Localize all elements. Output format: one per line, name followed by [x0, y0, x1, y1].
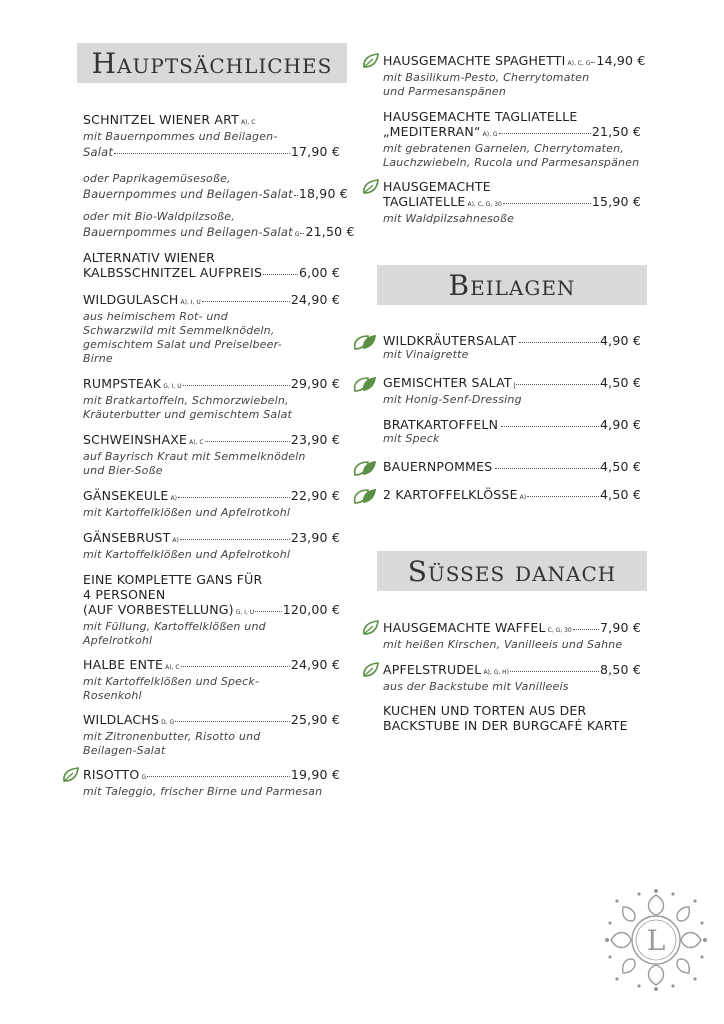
item-description: mit Zitronenbutter, Risotto und	[83, 730, 261, 743]
allergen-codes: G	[141, 774, 147, 781]
allergen-codes: C, G, 30	[547, 627, 572, 634]
item-price: 120,00 €	[282, 602, 340, 617]
menu-item-bratkartoffeln	[383, 417, 641, 446]
item-description: mit Kartoffelklößen und Speck-	[83, 675, 260, 688]
menu-item-apfelstrudel	[383, 662, 641, 694]
item-price: 19,90 €	[290, 767, 340, 782]
dot-leader	[503, 203, 591, 204]
menu-item-gaensebrust	[83, 530, 340, 562]
dot-leader	[573, 629, 599, 630]
logo-letter: L	[646, 924, 666, 957]
item-description: aus der Backstube mit Vanilleeis	[383, 680, 569, 693]
menu-item-variant-waldpilz	[83, 210, 355, 242]
dot-leader	[114, 153, 290, 154]
menu-item-rumpsteak	[83, 376, 340, 422]
dot-leader	[175, 721, 290, 722]
item-description: Kräuterbutter und gemischtem Salat	[83, 408, 293, 421]
item-description: aus heimischem Rot- und	[83, 310, 228, 323]
dessert-note	[383, 703, 673, 733]
item-price: 15,90 €	[591, 194, 641, 209]
dot-leader	[255, 611, 282, 612]
item-description: mit gebratenen Garnelen, Cherrytomaten,	[383, 142, 625, 155]
dot-leader	[516, 384, 599, 385]
item-price: 25,90 €	[290, 712, 340, 727]
item-name: BRATKARTOFFELN	[383, 417, 499, 432]
item-name: BAUERNPOMMES	[383, 459, 493, 474]
menu-item-wildkraeutersalat	[383, 333, 641, 362]
vegetarian-leaf-icon	[360, 661, 382, 679]
allergen-codes: G, I, U	[163, 383, 182, 390]
menu-item-kalbsschnitzel	[83, 250, 340, 280]
item-price: 24,90 €	[290, 657, 340, 672]
menu-item-schweinshaxe	[83, 432, 340, 478]
allergen-codes: A), C	[165, 664, 180, 671]
item-price: 21,50 €	[591, 124, 641, 139]
menu-item-kartoffelkloesse	[383, 487, 641, 505]
item-description: Apfelrotkohl	[83, 634, 153, 647]
dot-leader	[178, 497, 290, 498]
item-description: mit Bauernpommes und Beilagen-	[83, 130, 278, 143]
menu-item-bauernpommes	[383, 459, 641, 474]
item-name: 4 PERSONEN	[83, 587, 166, 602]
dot-leader	[263, 274, 298, 275]
dot-leader	[180, 539, 290, 540]
allergen-codes: A), I, U	[180, 299, 201, 306]
item-name: HAUSGEMACHTE SPAGHETTI	[383, 53, 566, 68]
item-price: 23,90 €	[290, 530, 340, 545]
section-heading-dessert: Süsses danach	[377, 551, 647, 591]
item-description: mit Taleggio, frischer Birne und Parmesan	[83, 785, 323, 798]
item-description: mit Speck	[383, 432, 440, 445]
item-description: Beilagen-Salat	[83, 744, 166, 757]
variant-description: Bauernpommes und Beilagen-Salat	[83, 187, 293, 201]
dot-leader	[205, 441, 290, 442]
item-price: 22,90 €	[290, 488, 340, 503]
item-price: 21,50 €	[305, 224, 355, 239]
vegetarian-leaf-icon	[360, 619, 382, 637]
allergen-codes: A)	[172, 537, 179, 544]
menu-item-wildgulasch	[83, 292, 340, 366]
variant-description: Bauernpommes und Beilagen-Salat	[83, 225, 293, 239]
note-line: BACKSTUBE IN DER BURGCAFÉ KARTE	[383, 718, 628, 733]
item-name: WILDLACHS	[83, 712, 160, 727]
item-name: TAGLIATELLE	[383, 194, 466, 209]
menu-item-halbe-ente	[83, 657, 340, 703]
item-description: mit Kartoffelklößen und Apfelrotkohl	[83, 506, 291, 519]
item-name: WILDGULASCH	[83, 292, 179, 307]
item-description: mit Füllung, Kartoffelklößen und	[83, 620, 266, 633]
menu-item-risotto	[83, 767, 340, 799]
item-price: 18,90 €	[298, 186, 348, 201]
item-description: Lauchzwiebeln, Rucola und Parmesanspänen	[383, 156, 640, 169]
item-price: 23,90 €	[290, 432, 340, 447]
item-name: RISOTTO	[83, 767, 140, 782]
menu-item-gemischter-salat	[383, 375, 641, 407]
allergen-codes: A)	[519, 494, 527, 501]
item-price: 8,50 €	[600, 662, 641, 677]
dot-leader	[501, 426, 599, 427]
variant-description: oder mit Bio-Waldpilzsoße,	[83, 210, 235, 223]
item-name: GÄNSEKEULE	[83, 488, 169, 503]
allergen-codes: A), C, G, 30	[467, 201, 502, 208]
menu-item-ganze-gans	[83, 572, 340, 648]
allergen-codes: G, I, U	[235, 609, 255, 616]
allergen-codes: A), G, H)	[483, 669, 510, 676]
dot-leader	[294, 195, 298, 196]
vegetarian-leaf-icon	[360, 178, 382, 196]
allergen-codes: A), C	[189, 439, 204, 446]
item-description: Salat	[83, 145, 114, 159]
item-description: mit Basilikum-Pesto, Cherrytomaten	[383, 71, 590, 84]
menu-item-wildlachs	[83, 712, 340, 758]
item-name: APFELSTRUDEL	[383, 662, 482, 677]
restaurant-logo-icon	[603, 887, 709, 993]
menu-item-spaghetti	[383, 53, 646, 99]
item-description: mit heißen Kirschen, Vanilleeis und Sahne	[383, 638, 623, 651]
menu-item-gaensekeule	[83, 488, 340, 520]
dot-leader	[499, 133, 591, 134]
item-name: KALBSSCHNITZEL AUFPREIS	[83, 265, 263, 280]
item-price: 4,90 €	[600, 333, 641, 348]
item-name: ALTERNATIV WIENER	[83, 250, 216, 265]
item-name: HALBE ENTE	[83, 657, 164, 672]
allergen-codes: A)	[170, 495, 177, 502]
dot-leader	[527, 496, 599, 497]
item-description: mit Waldpilzsahnesoße	[383, 212, 515, 225]
section-heading-main: Hauptsächliches	[77, 43, 347, 83]
item-price: 29,90 €	[290, 376, 340, 391]
dot-leader	[147, 776, 290, 777]
item-price: 4,90 €	[600, 417, 641, 432]
vegetarian-leaf-icon	[352, 374, 378, 394]
item-name: HAUSGEMACHTE	[383, 179, 491, 194]
item-name: „MEDITERRAN“	[383, 124, 481, 139]
item-name: (AUF VORBESTELLUNG)	[83, 602, 234, 617]
item-description: mit Kartoffelklößen und Apfelrotkohl	[83, 548, 291, 561]
allergen-codes: A), G	[482, 131, 498, 138]
menu-item-tagliatelle-waldpilz	[383, 179, 641, 226]
item-name: EINE KOMPLETTE GANS FÜR	[83, 572, 263, 587]
variant-description: oder Paprikagemüsesoße,	[83, 172, 231, 185]
item-name: SCHWEINSHAXE	[83, 432, 188, 447]
dot-leader	[181, 666, 290, 667]
menu-item-schnitzel	[83, 112, 340, 160]
vegetarian-leaf-icon	[352, 486, 378, 506]
dot-leader	[183, 385, 290, 386]
item-name: HAUSGEMACHTE WAFFEL	[383, 620, 546, 635]
item-name: 2 KARTOFFELKLÖSSE	[383, 487, 518, 502]
item-price: 4,50 €	[600, 487, 641, 502]
allergen-codes: A), C, G	[567, 60, 591, 67]
allergen-codes: J	[513, 382, 516, 389]
allergen-codes: A), C	[240, 119, 256, 126]
menu-item-waffel	[383, 620, 641, 652]
item-description: auf Bayrisch Kraut mit Semmelknödeln	[83, 450, 306, 463]
item-price: 14,90 €	[596, 53, 646, 68]
dot-leader	[510, 671, 599, 672]
menu-item-variant-paprika	[83, 172, 348, 202]
vegetarian-leaf-icon	[360, 52, 382, 70]
menu-item-tagliatelle-mediterran	[383, 109, 641, 170]
allergen-codes: G	[294, 231, 300, 238]
item-name: SCHNITZEL WIENER ART	[83, 112, 239, 127]
item-description: gemischtem Salat und Preiselbeer-	[83, 338, 282, 351]
allergen-codes: D, G	[161, 719, 175, 726]
item-description: und Parmesanspänen	[383, 85, 507, 98]
section-heading-sides: Beilagen	[377, 265, 647, 305]
item-description: mit Honig-Senf-Dressing	[383, 393, 522, 406]
dot-leader	[300, 233, 304, 234]
item-price: 6,00 €	[299, 265, 340, 280]
item-price: 4,50 €	[600, 459, 641, 474]
vegetarian-leaf-icon	[352, 458, 378, 478]
item-name: WILDKRÄUTERSALAT	[383, 333, 517, 348]
dot-leader	[519, 342, 599, 343]
item-price: 4,50 €	[600, 375, 641, 390]
item-price: 17,90 €	[290, 144, 340, 159]
item-description: Schwarzwild mit Semmelknödeln,	[83, 324, 275, 337]
item-name: RUMPSTEAK	[83, 376, 162, 391]
item-description: Birne	[83, 352, 113, 365]
dot-leader	[591, 62, 595, 63]
dot-leader	[202, 301, 290, 302]
item-name: GEMISCHTER SALAT	[383, 375, 512, 390]
item-name: GÄNSEBRUST	[83, 530, 171, 545]
item-description: mit Bratkartoffeln, Schmorzwiebeln,	[83, 394, 289, 407]
item-price: 7,90 €	[600, 620, 641, 635]
item-name: HAUSGEMACHTE TAGLIATELLE	[383, 109, 578, 124]
note-line: KUCHEN UND TORTEN AUS DER	[383, 703, 587, 718]
item-description: Rosenkohl	[83, 689, 142, 702]
item-price: 24,90 €	[290, 292, 340, 307]
vegetarian-leaf-icon	[60, 766, 82, 784]
item-description: mit Vinaigrette	[383, 348, 469, 361]
item-description: und Bier-Soße	[83, 464, 163, 477]
vegetarian-leaf-icon	[352, 332, 378, 352]
dot-leader	[495, 468, 599, 469]
